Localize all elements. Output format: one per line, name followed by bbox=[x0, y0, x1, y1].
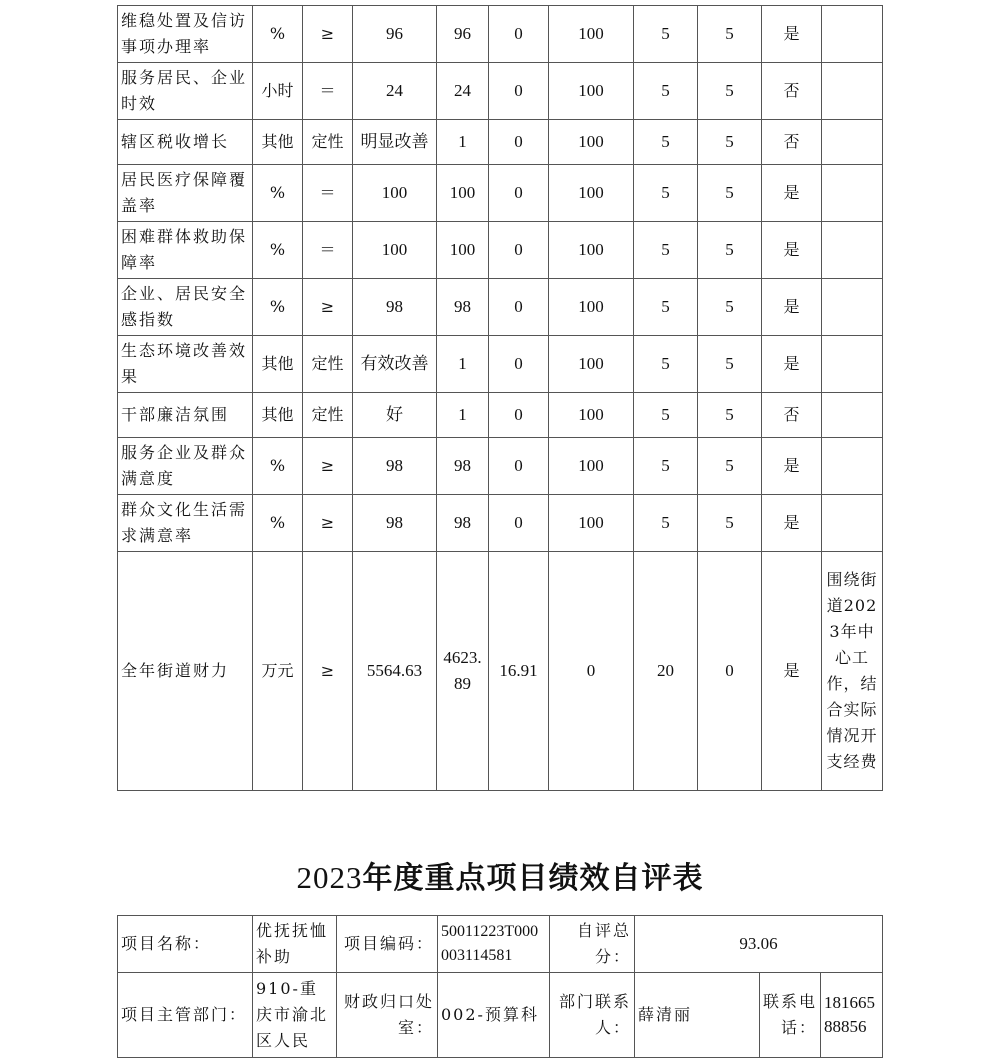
indicator-target: 明显改善 bbox=[353, 120, 437, 165]
indicator-completion: 0 bbox=[549, 552, 634, 791]
indicator-operator: 定性 bbox=[303, 393, 353, 438]
indicator-unit: 其他 bbox=[253, 336, 303, 393]
indicator-met: 是 bbox=[762, 495, 822, 552]
indicator-weight: 5 bbox=[634, 279, 698, 336]
indicator-name: 服务居民、企业时效 bbox=[118, 63, 253, 120]
indicator-met: 否 bbox=[762, 120, 822, 165]
indicator-completion: 100 bbox=[549, 120, 634, 165]
project-name-value: 优抚抚恤补助 bbox=[253, 916, 337, 973]
indicator-table bbox=[117, 5, 883, 791]
indicator-name: 群众文化生活需求满意率 bbox=[118, 495, 253, 552]
indicator-actual: 1 bbox=[437, 336, 489, 393]
indicator-name: 全年街道财力 bbox=[118, 552, 253, 791]
indicator-weight: 5 bbox=[634, 6, 698, 63]
indicator-unit: 其他 bbox=[253, 120, 303, 165]
indicator-actual: 98 bbox=[437, 438, 489, 495]
table-row bbox=[118, 495, 883, 552]
dept-label: 项目主管部门： bbox=[118, 973, 253, 1058]
indicator-score: 5 bbox=[698, 279, 762, 336]
indicator-name: 生态环境改善效果 bbox=[118, 336, 253, 393]
indicator-deviation: 0 bbox=[489, 336, 549, 393]
indicator-deviation: 0 bbox=[489, 393, 549, 438]
project-name-label: 项目名称： bbox=[118, 916, 253, 973]
indicator-unit: % bbox=[253, 279, 303, 336]
project-row-1 bbox=[118, 916, 883, 973]
indicator-name: 干部廉洁氛围 bbox=[118, 393, 253, 438]
indicator-note bbox=[822, 165, 883, 222]
indicator-completion: 100 bbox=[549, 438, 634, 495]
indicator-unit: % bbox=[253, 222, 303, 279]
indicator-met: 是 bbox=[762, 279, 822, 336]
indicator-name: 困难群体救助保障率 bbox=[118, 222, 253, 279]
indicator-name: 居民医疗保障覆盖率 bbox=[118, 165, 253, 222]
indicator-target: 有效改善 bbox=[353, 336, 437, 393]
indicator-actual: 100 bbox=[437, 165, 489, 222]
finance-office-label: 财政归口处室： bbox=[337, 973, 438, 1058]
indicator-name: 企业、居民安全感指数 bbox=[118, 279, 253, 336]
indicator-weight: 5 bbox=[634, 63, 698, 120]
project-info-table bbox=[117, 915, 883, 1058]
indicator-score: 5 bbox=[698, 438, 762, 495]
finance-office-value: 002-预算科 bbox=[438, 973, 550, 1058]
indicator-operator: ≥ bbox=[303, 552, 353, 791]
indicator-operator: 定性 bbox=[303, 336, 353, 393]
contact-value: 薛清丽 bbox=[635, 973, 760, 1058]
indicator-actual: 98 bbox=[437, 279, 489, 336]
indicator-weight: 5 bbox=[634, 120, 698, 165]
phone-label: 联系电话： bbox=[760, 973, 821, 1058]
indicator-target: 100 bbox=[353, 222, 437, 279]
indicator-met: 是 bbox=[762, 438, 822, 495]
indicator-operator: ＝ bbox=[303, 222, 353, 279]
table-row bbox=[118, 438, 883, 495]
indicator-score: 5 bbox=[698, 222, 762, 279]
indicator-unit: % bbox=[253, 6, 303, 63]
indicator-weight: 5 bbox=[634, 393, 698, 438]
indicator-note bbox=[822, 393, 883, 438]
table-row bbox=[118, 63, 883, 120]
indicator-weight: 5 bbox=[634, 222, 698, 279]
self-score-value: 93.06 bbox=[635, 916, 883, 973]
indicator-unit: % bbox=[253, 495, 303, 552]
indicator-note: 围绕街道2023年中心工作，结合实际情况开支经费 bbox=[822, 552, 883, 791]
indicator-actual: 98 bbox=[437, 495, 489, 552]
indicator-deviation: 16.91 bbox=[489, 552, 549, 791]
indicator-unit: % bbox=[253, 438, 303, 495]
phone-value: 18166588856 bbox=[821, 973, 883, 1058]
indicator-target: 98 bbox=[353, 279, 437, 336]
indicator-name: 维稳处置及信访事项办理率 bbox=[118, 6, 253, 63]
indicator-met: 是 bbox=[762, 222, 822, 279]
indicator-completion: 100 bbox=[549, 393, 634, 438]
indicator-deviation: 0 bbox=[489, 438, 549, 495]
table-row bbox=[118, 165, 883, 222]
indicator-operator: 定性 bbox=[303, 120, 353, 165]
project-code-label: 项目编码： bbox=[337, 916, 438, 973]
table-row bbox=[118, 222, 883, 279]
indicator-name: 辖区税收增长 bbox=[118, 120, 253, 165]
table-row bbox=[118, 393, 883, 438]
indicator-note bbox=[822, 279, 883, 336]
indicator-score: 5 bbox=[698, 120, 762, 165]
indicator-completion: 100 bbox=[549, 336, 634, 393]
indicator-note bbox=[822, 120, 883, 165]
indicator-weight: 5 bbox=[634, 336, 698, 393]
indicator-deviation: 0 bbox=[489, 495, 549, 552]
indicator-target: 好 bbox=[353, 393, 437, 438]
indicator-deviation: 0 bbox=[489, 222, 549, 279]
indicator-met: 否 bbox=[762, 63, 822, 120]
indicator-unit: 小时 bbox=[253, 63, 303, 120]
indicator-target: 96 bbox=[353, 6, 437, 63]
indicator-note bbox=[822, 495, 883, 552]
indicator-target: 98 bbox=[353, 495, 437, 552]
indicator-note bbox=[822, 222, 883, 279]
indicator-score: 5 bbox=[698, 336, 762, 393]
indicator-weight: 5 bbox=[634, 438, 698, 495]
indicator-deviation: 0 bbox=[489, 6, 549, 63]
page-title: 2023年度重点项目绩效自评表 bbox=[296, 860, 704, 896]
indicator-score: 5 bbox=[698, 63, 762, 120]
dept-value: 910-重庆市渝北区人民 bbox=[253, 973, 337, 1058]
table-row bbox=[118, 336, 883, 393]
indicator-score: 5 bbox=[698, 165, 762, 222]
indicator-completion: 100 bbox=[549, 279, 634, 336]
indicator-actual: 1 bbox=[437, 120, 489, 165]
indicator-note bbox=[822, 336, 883, 393]
indicator-table-body bbox=[118, 6, 883, 791]
indicator-target: 5564.63 bbox=[353, 552, 437, 791]
indicator-target: 98 bbox=[353, 438, 437, 495]
project-code-value: 50011223T000003114581 bbox=[438, 916, 550, 973]
indicator-actual: 100 bbox=[437, 222, 489, 279]
table-row bbox=[118, 552, 883, 791]
indicator-met: 是 bbox=[762, 336, 822, 393]
indicator-completion: 100 bbox=[549, 165, 634, 222]
indicator-note bbox=[822, 63, 883, 120]
indicator-target: 100 bbox=[353, 165, 437, 222]
table-row bbox=[118, 279, 883, 336]
indicator-met: 否 bbox=[762, 393, 822, 438]
indicator-score: 0 bbox=[698, 552, 762, 791]
indicator-completion: 100 bbox=[549, 222, 634, 279]
indicator-met: 是 bbox=[762, 6, 822, 63]
indicator-actual: 96 bbox=[437, 6, 489, 63]
indicator-name: 服务企业及群众满意度 bbox=[118, 438, 253, 495]
indicator-weight: 5 bbox=[634, 165, 698, 222]
indicator-note bbox=[822, 6, 883, 63]
indicator-deviation: 0 bbox=[489, 63, 549, 120]
indicator-actual: 4623.89 bbox=[437, 552, 489, 791]
indicator-met: 是 bbox=[762, 165, 822, 222]
indicator-operator: ≥ bbox=[303, 279, 353, 336]
indicator-operator: ＝ bbox=[303, 63, 353, 120]
indicator-unit: % bbox=[253, 165, 303, 222]
indicator-score: 5 bbox=[698, 6, 762, 63]
indicator-actual: 24 bbox=[437, 63, 489, 120]
table-row bbox=[118, 6, 883, 63]
indicator-operator: ＝ bbox=[303, 165, 353, 222]
indicator-completion: 100 bbox=[549, 6, 634, 63]
indicator-operator: ≥ bbox=[303, 438, 353, 495]
project-row-2 bbox=[118, 973, 883, 1058]
indicator-operator: ≥ bbox=[303, 6, 353, 63]
contact-label: 部门联系人： bbox=[550, 973, 635, 1058]
indicator-operator: ≥ bbox=[303, 495, 353, 552]
indicator-note bbox=[822, 438, 883, 495]
self-score-label: 自评总分： bbox=[550, 916, 635, 973]
indicator-score: 5 bbox=[698, 495, 762, 552]
indicator-completion: 100 bbox=[549, 495, 634, 552]
indicator-completion: 100 bbox=[549, 63, 634, 120]
indicator-unit: 万元 bbox=[253, 552, 303, 791]
indicator-actual: 1 bbox=[437, 393, 489, 438]
indicator-target: 24 bbox=[353, 63, 437, 120]
indicator-score: 5 bbox=[698, 393, 762, 438]
indicator-deviation: 0 bbox=[489, 165, 549, 222]
indicator-weight: 20 bbox=[634, 552, 698, 791]
indicator-met: 是 bbox=[762, 552, 822, 791]
indicator-deviation: 0 bbox=[489, 120, 549, 165]
indicator-deviation: 0 bbox=[489, 279, 549, 336]
indicator-weight: 5 bbox=[634, 495, 698, 552]
indicator-unit: 其他 bbox=[253, 393, 303, 438]
table-row bbox=[118, 120, 883, 165]
